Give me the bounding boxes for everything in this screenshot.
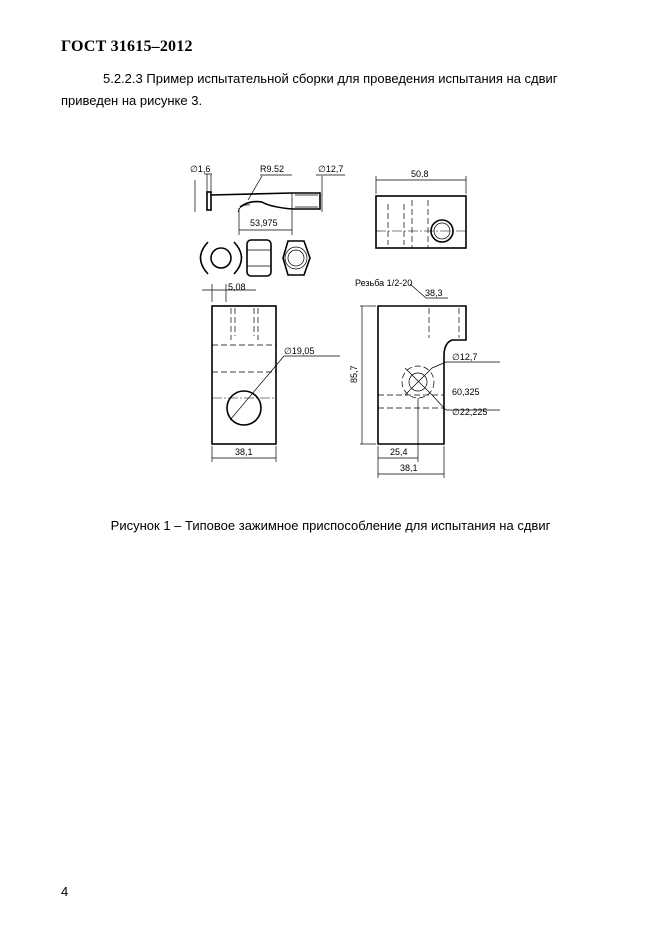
dim-bolt-length: 53,975 — [250, 218, 278, 228]
dim-side-hole-depth: 60,325 — [452, 387, 480, 397]
dim-bolt-diameter: ∅12,7 — [318, 164, 344, 174]
dim-front-hole: ∅19,05 — [284, 346, 315, 356]
dim-top-block-width: 50.8 — [411, 169, 429, 179]
paragraph-text: 5.2.2.3 Пример испытательной сборки для проведения испытания на сдвиг приведен на рисунке 3. — [61, 71, 558, 108]
figure-caption: Рисунок 1 – Типовое зажимное приспособление для испытания на сдвиг — [110, 518, 551, 533]
washer-drawing — [201, 242, 242, 274]
dim-thread-note: Резьба 1/2-20 — [355, 278, 413, 288]
dim-side-hole-small: ∅12,7 — [452, 352, 478, 362]
nut-side-drawing — [247, 240, 271, 276]
side-view-drawing — [360, 284, 500, 478]
dim-bolt-radius: R9.52 — [260, 164, 285, 174]
nut-top-drawing — [283, 241, 310, 275]
dim-bolt-pin: ∅1,6 — [190, 164, 211, 174]
top-block-drawing — [376, 176, 466, 248]
dim-side-inner-width: 25,4 — [390, 447, 408, 457]
dim-side-width: 38,1 — [400, 463, 418, 473]
front-view-drawing — [202, 284, 340, 462]
page-number: 4 — [61, 884, 69, 899]
dim-side-height: 85,7 — [349, 365, 359, 383]
dim-side-top: 38,3 — [425, 288, 443, 298]
dim-front-offset: 5,08 — [228, 282, 246, 292]
document-header: ГОСТ 31615–2012 — [61, 38, 193, 55]
dim-side-hole-large: ∅22,225 — [452, 407, 488, 417]
dim-front-width: 38,1 — [235, 447, 253, 457]
